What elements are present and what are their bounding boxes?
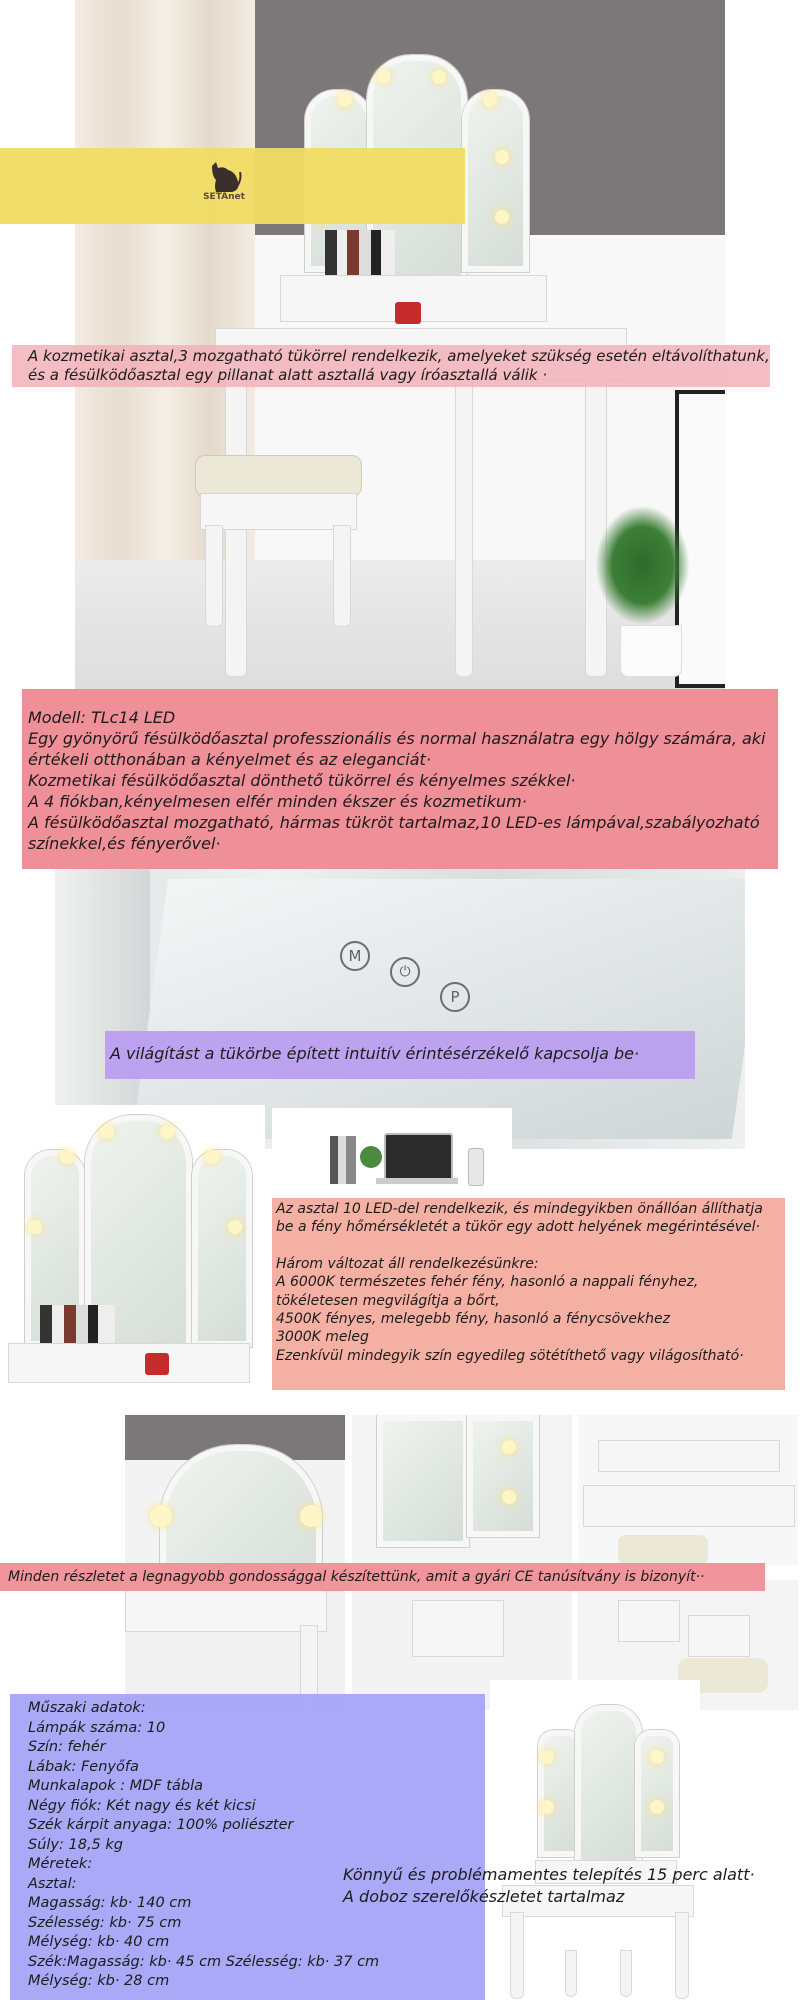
stool-leg [333, 525, 351, 627]
spec-line: Szék kárpit anyaga: 100% poliészter [28, 1817, 294, 1833]
open-drawer [412, 1600, 504, 1657]
lamp-icon [300, 1505, 322, 1527]
table-leg [675, 1912, 689, 1999]
lamp-icon [28, 1220, 42, 1234]
spec-line: Magasság: kb· 140 cm [28, 1895, 192, 1911]
table-top [583, 1485, 795, 1527]
touch-button-label: M [348, 947, 362, 965]
lamp-icon [495, 150, 509, 164]
spec-line: Asztal: [28, 1875, 77, 1892]
lamp-icon [650, 1750, 664, 1764]
laptop-base [376, 1178, 458, 1184]
books-icon [330, 1136, 356, 1184]
description-line: Egy gyönyörű fésülködőasztal professzionális és normal használatra egy hölgy számára, aki értékeli otthonában a kényelmet és az eleganciát· [28, 729, 766, 769]
mirror-right [462, 90, 529, 272]
lighting-line [276, 1237, 781, 1255]
spec-line: Súly: 18,5 kg [28, 1836, 123, 1853]
lighting-line: A 6000K természetes fehér fény, hasonló a nappali fényhez, tökéletesen megvilágítja a bőrt, [276, 1274, 699, 1309]
table-leg [455, 375, 473, 677]
description-line: A fésülködőasztal mozgatható, hármas tükröt tartalmaz,10 LED-es lámpával,szabályozható színekkel,és fényerővel· [28, 813, 760, 853]
red-jar [145, 1353, 169, 1375]
lamp-icon [205, 1150, 219, 1164]
lamp-icon [540, 1750, 554, 1764]
lamp-icon [432, 70, 446, 84]
lamp-icon [100, 1125, 114, 1139]
open-drawer [688, 1615, 750, 1657]
mirror-center [377, 1415, 469, 1547]
lighting-line: Három változat áll rendelkezésünkre: [276, 1255, 539, 1272]
install-block [343, 1864, 793, 1908]
detail-photo-table [578, 1415, 798, 1565]
bottle-icon [468, 1148, 484, 1186]
spec-line: Mélység: kb· 28 cm [28, 1973, 170, 1989]
table-top [125, 1590, 327, 1632]
mirror-product-photo [0, 1105, 265, 1385]
brand-logo [198, 160, 250, 208]
spec-heading: Műszaki adatok: [28, 1700, 146, 1716]
description-line: Kozmetikai fésülködőasztal dönthető tükörrel és kényelmes székkel· [28, 771, 576, 790]
caption-3: A világítást a tükörbe épített intuitív érintésérzékelő kapcsolja be· [110, 1044, 640, 1063]
touch-button-p[interactable] [440, 982, 470, 1012]
lamp-icon [228, 1220, 242, 1234]
lamp-icon [502, 1490, 516, 1504]
mirror-center [160, 1445, 322, 1565]
red-jar [395, 302, 421, 324]
cosmetics [325, 230, 395, 275]
lighting-line: Az asztal 10 LED-del rendelkezik, és mindegyikben önállóan állíthatja be a fény hőmérsékletét a tükör egy adott helyének megérintésével· [276, 1201, 763, 1236]
spec-line: Szélesség: kb· 75 cm [28, 1914, 182, 1931]
spec-line: Szék:Magasság: kb· 45 cm Szélesség: kb· 37 cm [28, 1953, 380, 1970]
brand-logo-text: SETAnet [203, 192, 245, 202]
spec-line: Szín: fehér [28, 1739, 106, 1755]
cosmetics [40, 1305, 115, 1345]
plant-icon [360, 1146, 382, 1168]
stool-leg [620, 1950, 632, 1997]
mirror-center [575, 1705, 642, 1867]
desk-laptop-photo [272, 1108, 512, 1198]
spec-line: Négy fiók: Két nagy és két kicsi [28, 1797, 256, 1814]
detail-photo-hinge [352, 1415, 572, 1565]
mirror-right [192, 1150, 252, 1347]
lamp-icon [502, 1440, 516, 1454]
cat-logo-icon [206, 160, 242, 194]
lamp-icon [150, 1505, 172, 1527]
install-line: A doboz szerelőkészletet tartalmaz [343, 1887, 625, 1906]
drawer-unit [8, 1343, 250, 1383]
laptop-icon [384, 1133, 453, 1182]
stool-cushion [195, 455, 362, 497]
lighting-block [276, 1200, 781, 1365]
lamp-icon [338, 93, 352, 107]
lamp-icon [160, 1125, 174, 1139]
mirror-right [467, 1415, 539, 1537]
spec-line: Munkalapok : MDF tábla [28, 1778, 203, 1794]
caption-5: Minden részletet a legnagyobb gondossággal készítettünk, amit a gyári CE tanúsítvány is bizonyít·· [8, 1569, 705, 1585]
spec-line: Lámpák száma: 10 [28, 1719, 166, 1736]
lamp-icon [60, 1150, 74, 1164]
specs-block [28, 1699, 478, 1992]
power-icon[interactable] [390, 957, 420, 987]
lighting-line: 4500K fényes, melegebb fény, hasonló a fénycsövekhez [276, 1311, 670, 1328]
touch-button-m[interactable] [340, 941, 370, 971]
spec-line: Méretek: [28, 1856, 93, 1872]
caption-1: A kozmetikai asztal,3 mozgatható tükörrel rendelkezik, amelyeket szükség esetén eltávolíthatunk, és a fésülködőasztal egy pillanat alatt asztallá vagy íróasztallá válik · [28, 347, 770, 384]
plant-pot [620, 625, 682, 677]
mirror-glass [132, 879, 745, 1139]
stool-leg [205, 525, 223, 627]
lamp-icon [650, 1800, 664, 1814]
detail-photo-lamps [125, 1415, 345, 1565]
touch-button-label: P [450, 988, 460, 1006]
model-line: Modell: TLc14 LED [28, 708, 176, 727]
final-product-photo [490, 1680, 700, 2000]
lighting-line: 3000K meleg [276, 1329, 369, 1346]
spec-line: Lábak: Fenyőfa [28, 1758, 139, 1775]
lamp-icon [377, 70, 391, 84]
install-line: Könnyű és problémamentes telepítés 15 perc alatt· [343, 1865, 755, 1884]
spec-line: Mélység: kb· 40 cm [28, 1934, 170, 1950]
stool-cushion [618, 1535, 708, 1565]
lighting-line: Ezenkívül mindegyik szín egyedileg sötétíthető vagy világosítható· [276, 1347, 744, 1364]
description-line: A 4 fiókban,kényelmesen elfér minden ékszer és kozmetikum· [28, 792, 527, 811]
drawer-unit [598, 1440, 780, 1472]
lamp-icon [540, 1800, 554, 1814]
lamp-icon [495, 210, 509, 224]
lamp-icon [483, 93, 497, 107]
table-leg [510, 1912, 524, 1999]
detail-photo-drawer-1 [125, 1580, 345, 1710]
touch-button-label: ⏻ [399, 964, 411, 980]
description-block [28, 707, 773, 854]
open-drawer [618, 1600, 680, 1642]
stool-leg [565, 1950, 577, 1997]
plant-icon [595, 505, 690, 625]
